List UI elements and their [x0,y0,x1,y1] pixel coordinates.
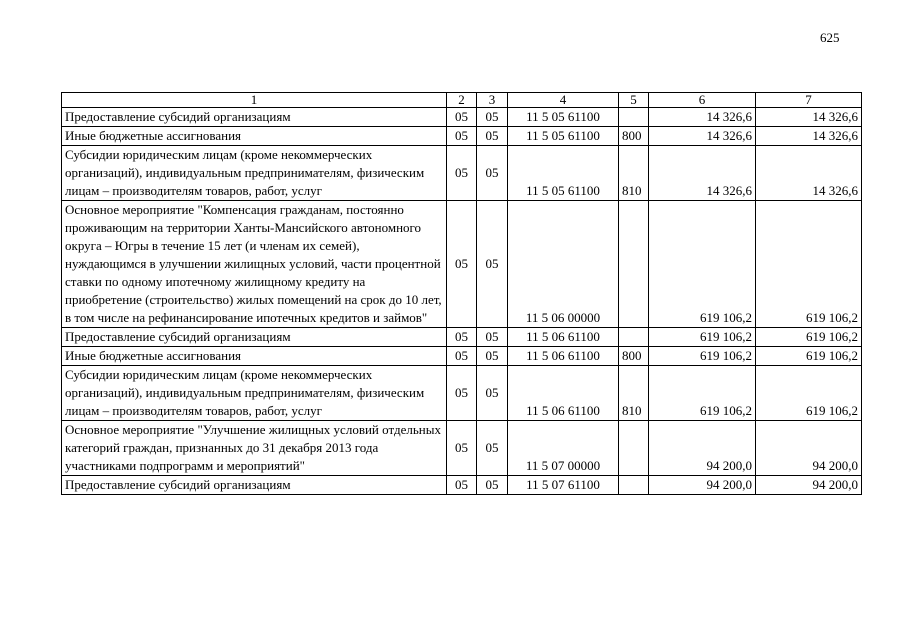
row-expense-type [619,476,649,495]
row-amount-col6: 14 326,6 [649,108,756,127]
table-row [62,328,862,347]
row-target-code: 11 5 06 61100 [508,347,619,366]
row-name: Иные бюджетные ассигнования [62,347,447,366]
row-expense-type [619,108,649,127]
row-section: 05 [447,328,477,347]
row-amount-col6: 619 106,2 [649,347,756,366]
row-name: Основное мероприятие "Компенсация гражданам, постоянно проживающим на территории Ханты-Мансийского автономного округа – Югры в течение 15 лет (и членам их семей), нуждающимся в улучшении жилищных условий, части процентной ставки по одному ипотечному жилищному кредиту на приобретение (строительство) жилых помещений на срок до 10 лет, в том числе на рефинансирование ипотечных кредитов и займов" [62,201,447,328]
row-name: Основное мероприятие "Улучшение жилищных условий отдельных категорий граждан, признанных до 31 декабря 2013 года участниками подпрограмм и мероприятий" [62,421,447,476]
row-target-code: 11 5 05 61100 [508,127,619,146]
row-subsection: 05 [477,108,508,127]
row-subsection: 05 [477,201,508,328]
row-subsection: 05 [477,366,508,421]
row-amount-col7: 94 200,0 [756,476,862,495]
row-name: Иные бюджетные ассигнования [62,127,447,146]
row-section: 05 [447,201,477,328]
row-amount-col6: 14 326,6 [649,146,756,201]
row-amount-col7: 94 200,0 [756,421,862,476]
row-expense-type [619,201,649,328]
table-row [62,476,862,495]
row-target-code: 11 5 06 61100 [508,366,619,421]
row-expense-type [619,421,649,476]
row-subsection: 05 [477,127,508,146]
row-target-code: 11 5 07 61100 [508,476,619,495]
row-section: 05 [447,421,477,476]
row-amount-col6: 14 326,6 [649,127,756,146]
header-cell: 5 [619,93,649,108]
row-target-code: 11 5 06 00000 [508,201,619,328]
row-section: 05 [447,347,477,366]
row-subsection: 05 [477,476,508,495]
row-amount-col7: 14 326,6 [756,146,862,201]
row-name: Предоставление субсидий организациям [62,476,447,495]
row-amount-col7: 619 106,2 [756,328,862,347]
row-subsection: 05 [477,421,508,476]
header-cell: 6 [649,93,756,108]
row-amount-col7: 14 326,6 [756,108,862,127]
row-amount-col6: 619 106,2 [649,201,756,328]
header-cell: 1 [62,93,447,108]
row-target-code: 11 5 05 61100 [508,108,619,127]
table-row [62,347,862,366]
row-amount-col6: 94 200,0 [649,476,756,495]
table-row [62,201,862,328]
row-amount-col7: 619 106,2 [756,201,862,328]
row-amount-col6: 619 106,2 [649,328,756,347]
header-cell: 4 [508,93,619,108]
row-expense-type [619,328,649,347]
row-amount-col7: 14 326,6 [756,127,862,146]
row-expense-type: 800 [619,127,649,146]
row-target-code: 11 5 07 00000 [508,421,619,476]
row-expense-type: 810 [619,366,649,421]
row-expense-type: 810 [619,146,649,201]
row-section: 05 [447,127,477,146]
row-target-code: 11 5 05 61100 [508,146,619,201]
row-section: 05 [447,108,477,127]
row-amount-col6: 619 106,2 [649,366,756,421]
row-section: 05 [447,146,477,201]
table-row [62,146,862,201]
row-name: Предоставление субсидий организациям [62,108,447,127]
row-section: 05 [447,366,477,421]
header-cell: 3 [477,93,508,108]
row-section: 05 [447,476,477,495]
header-cell: 7 [756,93,862,108]
header-cell: 2 [447,93,477,108]
budget-table [61,92,862,495]
row-amount-col7: 619 106,2 [756,366,862,421]
row-name: Предоставление субсидий организациям [62,328,447,347]
row-amount-col6: 94 200,0 [649,421,756,476]
table-row [62,108,862,127]
row-amount-col7: 619 106,2 [756,347,862,366]
row-target-code: 11 5 06 61100 [508,328,619,347]
table-row [62,366,862,421]
header-row [62,93,862,108]
row-subsection: 05 [477,146,508,201]
row-subsection: 05 [477,328,508,347]
row-name: Субсидии юридическим лицам (кроме некоммерческих организаций), индивидуальным предпринимателям, физическим лицам – производителям товаров, работ, услуг [62,146,447,201]
table-row [62,127,862,146]
row-expense-type: 800 [619,347,649,366]
table-row [62,421,862,476]
page-number: 625 [820,30,840,45]
row-subsection: 05 [477,347,508,366]
row-name: Субсидии юридическим лицам (кроме некоммерческих организаций), индивидуальным предпринимателям, физическим лицам – производителям товаров, работ, услуг [62,366,447,421]
